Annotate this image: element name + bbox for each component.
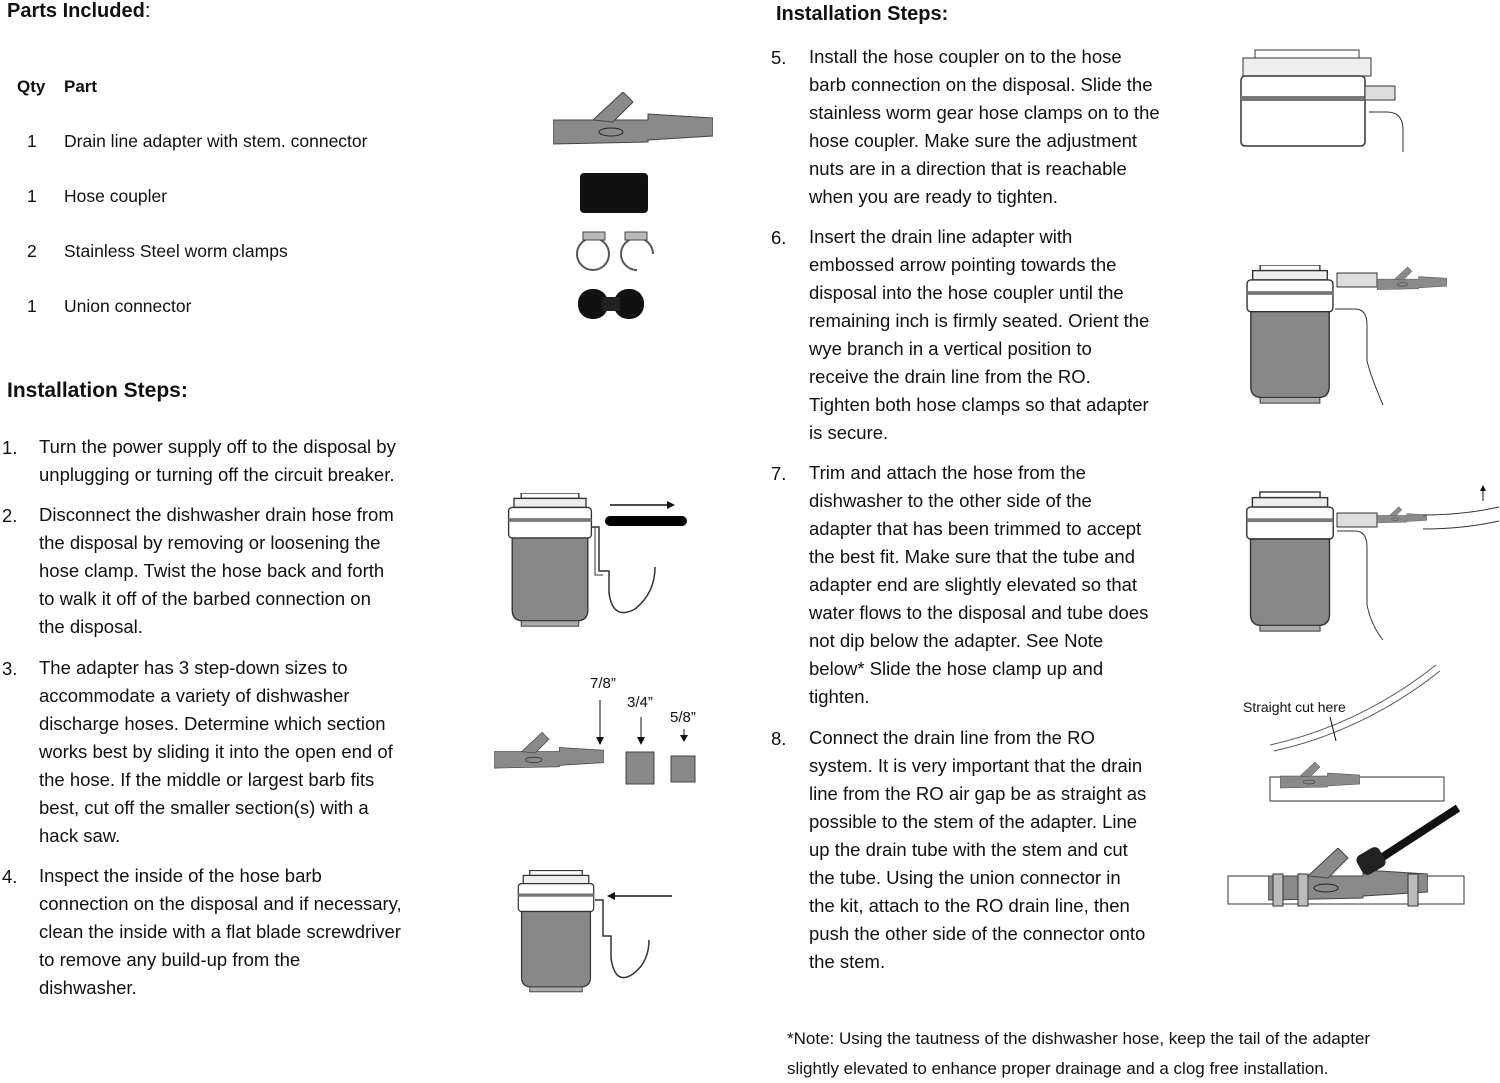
step2-disposal-image [505, 493, 695, 648]
step-text-line: the best fit. Make sure that the tube and [809, 546, 1136, 567]
step-text-line: disposal into the hose coupler until the [809, 282, 1124, 303]
step-text-line: Turn the power supply off to the disposal by [39, 436, 396, 457]
step-text-line: the kit, attach to the RO drain line, then [809, 895, 1130, 916]
step-number: 2. [2, 505, 18, 526]
step-text-line: below* Slide the hose clamp up and [809, 658, 1104, 679]
note-line: slightly elevated to enhance proper drainage and a clog free installation. [787, 1059, 1329, 1078]
part-name: Stainless Steel worm clamps [64, 241, 288, 261]
step-text-line: Connect the drain line from the RO [809, 727, 1095, 748]
step-text-line: the disposal by removing or loosening the [39, 532, 381, 553]
step-text-line: the tube. Using the union connector in [809, 867, 1121, 888]
step-text-line: possible to the stem of the adapter. Line [809, 811, 1138, 832]
parts-title: Parts Included [7, 0, 145, 22]
step-text-line: to remove any build-up from the [39, 949, 301, 970]
step5-disposal-image [1237, 50, 1412, 155]
step-text-line: wye branch in a vertical position to [809, 338, 1092, 359]
step-number: 8. [771, 728, 787, 749]
size-arrows [595, 695, 695, 750]
step-text-line: the stem. [809, 951, 886, 972]
step-text-line: adapter end are slightly elevated so that [809, 574, 1138, 595]
step-number: 6. [771, 227, 787, 248]
step-text-line: receive the drain line from the RO. [809, 366, 1091, 387]
part-qty: 1 [27, 296, 37, 316]
step-text-line: barb connection on the disposal. Slide the [809, 74, 1153, 95]
step-text-line: Inspect the inside of the hose barb [39, 865, 322, 886]
step-text-line: clean the inside with a flat blade screwdriver [39, 921, 401, 942]
step-text-line: Disconnect the dishwasher drain hose from [39, 504, 394, 525]
part-qty: 1 [27, 131, 37, 151]
part-qty: 1 [27, 186, 37, 206]
parts-heading [7, 0, 150, 23]
step-number: 4. [2, 866, 18, 887]
part-name: Union connector [64, 296, 192, 316]
part-name: Hose coupler [64, 186, 168, 206]
step7-disposal-image [1243, 485, 1500, 643]
left-steps-heading: Installation Steps: [7, 379, 188, 402]
step-text-line: Tighten both hose clamps so that adapter [809, 394, 1149, 415]
union-connector-image [578, 287, 646, 321]
step-text-line: when you are ready to tighten. [809, 186, 1058, 207]
step4-disposal-image [515, 870, 675, 998]
step-text-line: Trim and attach the hose from the [809, 462, 1086, 483]
step-text-line: dishwasher. [39, 977, 137, 998]
step-text-line: embossed arrow pointing towards the [809, 254, 1117, 275]
step-text-line: is secure. [809, 422, 889, 443]
step-text-line: discharge hoses. Determine which section [39, 713, 386, 734]
step-text-line: not dip below the adapter. See Note [809, 630, 1104, 651]
step-text-line: stainless worm gear hose clamps on to the [809, 102, 1160, 123]
step-number: 7. [771, 463, 787, 484]
hose-coupler-image [580, 173, 650, 215]
step-text-line: dishwasher to the other side of the [809, 490, 1092, 511]
worm-clamps-image [575, 228, 657, 274]
step-text-line: Insert the drain line adapter with [809, 226, 1073, 247]
label-78: 7/8” [590, 675, 616, 692]
step-text-line: system. It is very important that the drain [809, 755, 1143, 776]
step-text-line: tighten. [809, 686, 870, 707]
step8-union-image [1228, 808, 1468, 938]
step-text-line: Install the hose coupler on to the hose [809, 46, 1122, 67]
note-line: *Note: Using the tautness of the dishwasher hose, keep the tail of the adapter [787, 1029, 1371, 1048]
step-text-line: push the other side of the connector onto [809, 923, 1146, 944]
parts-title-colon: : [144, 0, 151, 22]
label-58: 5/8” [670, 709, 696, 726]
part-qty: 2 [27, 241, 37, 261]
step6-disposal-image [1243, 265, 1448, 413]
part-name: Drain line adapter with stem. connector [64, 131, 368, 151]
step-text-line: accommodate a variety of dishwasher [39, 685, 350, 706]
step-text-line: remaining inch is firmly seated. Orient the [809, 310, 1150, 331]
step-text-line: The adapter has 3 step-down sizes to [39, 657, 348, 678]
part-header: Part [64, 77, 98, 96]
step-text-line: line from the RO air gap be as straight as [809, 783, 1147, 804]
step-text-line: connection on the disposal and if necessary, [39, 893, 402, 914]
right-steps-heading: Installation Steps: [776, 3, 949, 25]
step-text-line: nuts are in a direction that is reachable [809, 158, 1127, 179]
step-text-line: the disposal. [39, 616, 143, 637]
label-34: 3/4” [627, 694, 653, 711]
step-text-line: works best by sliding it into the open end of [39, 741, 393, 762]
step-text-line: best, cut off the smaller section(s) with a [39, 797, 369, 818]
step-text-line: hack saw. [39, 825, 121, 846]
step-text-line: unplugging or turning off the circuit breaker. [39, 464, 395, 485]
adapter-image [553, 92, 713, 152]
step-text-line: water flows to the disposal and tube does [809, 602, 1149, 623]
step-text-line: hose coupler. Make sure the adjustment [809, 130, 1138, 151]
step-text-line: the hose. If the middle or largest barb fits [39, 769, 375, 790]
step3-section-34 [626, 752, 656, 786]
qty-header: Qty [17, 77, 46, 96]
step8-cut-image [1240, 665, 1450, 805]
step3-section-58 [671, 756, 697, 784]
straight-cut-label: Straight cut here [1243, 699, 1346, 715]
step-text-line: up the drain tube with the stem and cut [809, 839, 1128, 860]
step-text-line: adapter that has been trimmed to accept [809, 518, 1142, 539]
step-number: 3. [2, 658, 18, 679]
step-text-line: to walk it off of the barbed connection on [39, 588, 371, 609]
step-number: 1. [2, 437, 18, 458]
step-number: 5. [771, 47, 787, 68]
step-text-line: hose clamp. Twist the hose back and forth [39, 560, 385, 581]
